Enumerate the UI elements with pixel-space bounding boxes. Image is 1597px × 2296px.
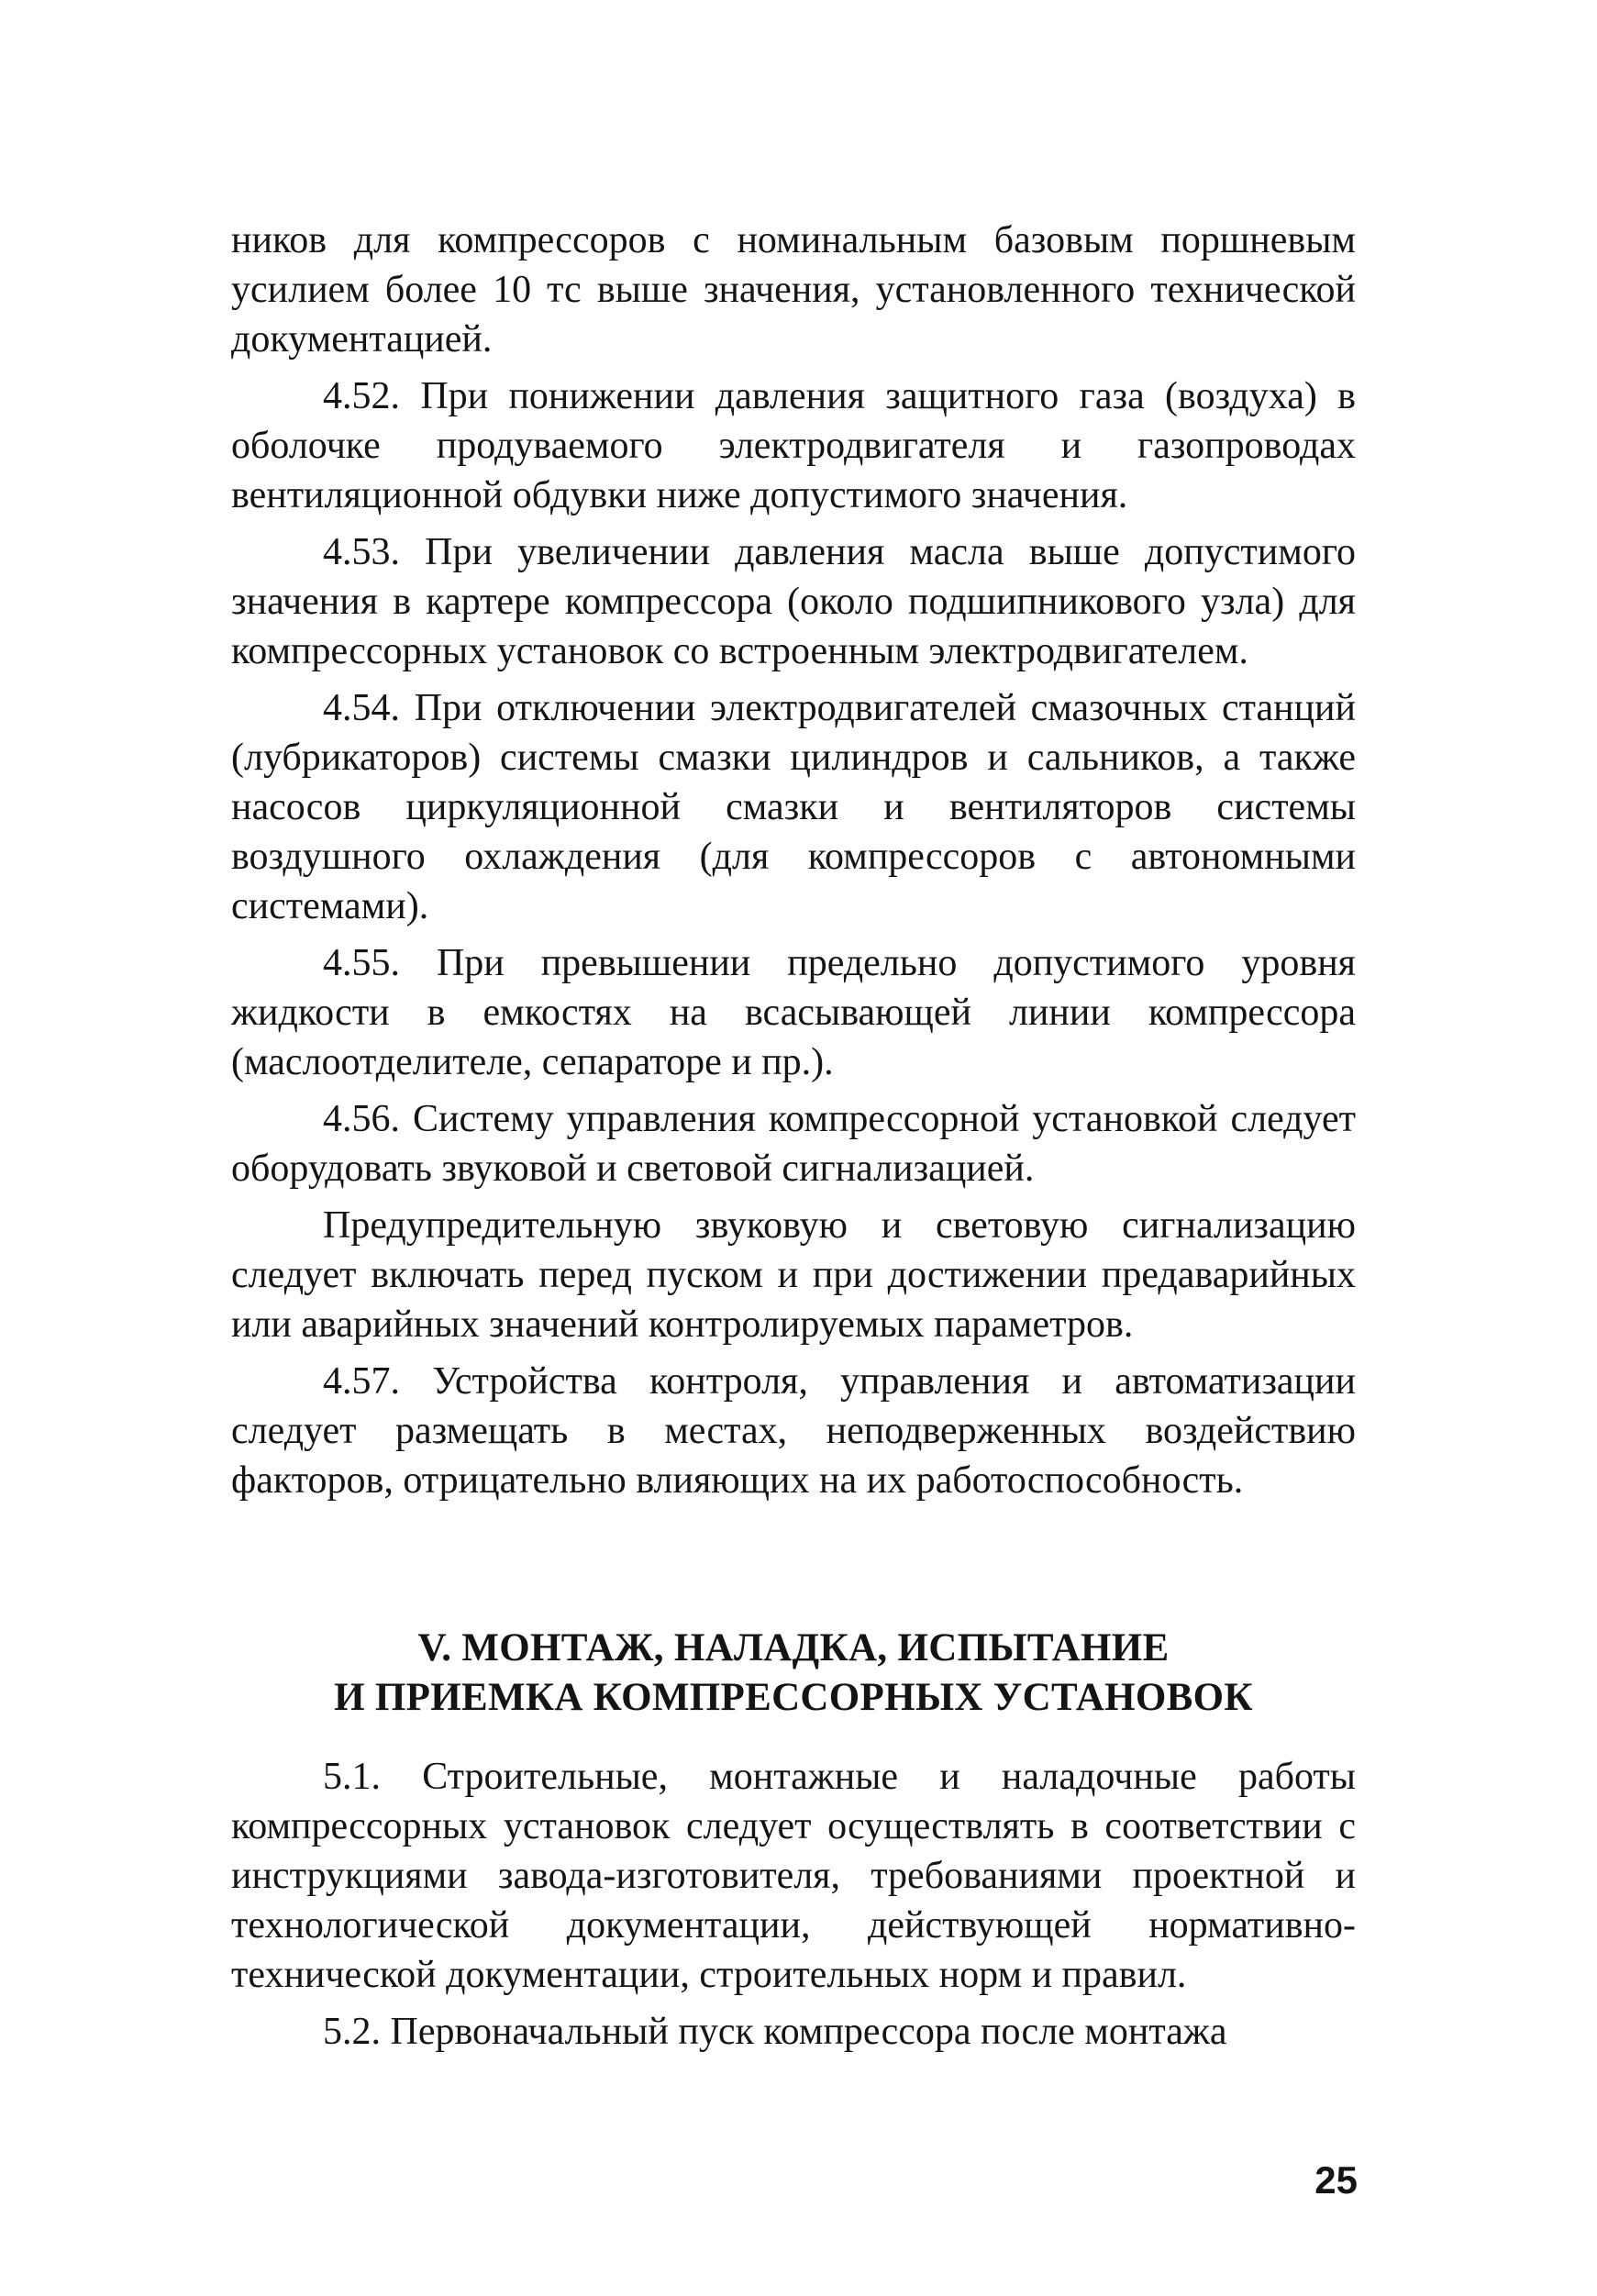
paragraph-4-51-continuation: ников для компрессоров с номинальным базовым поршневым усилием более 10 тс выше значения, установленного технической документацией. <box>231 219 1356 360</box>
section-5-text <box>231 1752 1356 2064</box>
paragraph-4-52: 4.52. При понижении давления защитного газа (воздуха) в оболочке продуваемого электродвигателя и газопроводах вентиляционной обдувки ниже допустимого значения. <box>231 375 1356 516</box>
paragraph-4-56: 4.56. Систему управления компрессорной установкой следует оборудовать звуковой и световой сигнализацией. <box>231 1098 1356 1190</box>
section-5-heading <box>231 1624 1356 1723</box>
paragraph-5-1: 5.1. Строительные, монтажные и наладочные работы компрессорных установок следует осуществлять в соответствии с инструкциями завода-изготовителя, требованиями проектной и технологической документации, действующей нормативно-технической документации, строительных норм и правил. <box>231 1756 1356 1996</box>
section-5-heading-line-2: И ПРИЕМКА КОМПРЕССОРНЫХ УСТАНОВОК <box>334 1676 1253 1719</box>
paragraph-4-54: 4.54. При отключении электродвигателей смазочных станций (лубрикаторов) системы смазки цилиндров и сальников, а также насосов циркуляционной смазки и вентиляторов системы воздушного охлаждения (для компрессоров с автономными системами). <box>231 687 1356 927</box>
paragraph-4-53: 4.53. При увеличении давления масла выше допустимого значения в картере компрессора (около подшипникового узла) для компрессорных установок со встроенным электродвигателем. <box>231 531 1356 672</box>
section-4-text <box>231 216 1356 1513</box>
paragraph-5-2: 5.2. Первоначальный пуск компрессора после монтажа <box>323 2011 1227 2053</box>
page-number: 25 <box>1314 2158 1358 2202</box>
paragraph-4-55: 4.55. При превышении предельно допустимого уровня жидкости в емкостях на всасывающей линии компрессора (маслоотделителе, сепараторе и пр.). <box>231 942 1356 1083</box>
paragraph-4-56-signaling: Предупредительную звуковую и световую сигнализацию следует включать перед пуском и при достижении предаварийных или аварийных значений контролируемых параметров. <box>231 1204 1356 1346</box>
section-5-heading-line-1: V. МОНТАЖ, НАЛАДКА, ИСПЫТАНИЕ <box>417 1626 1170 1669</box>
paragraph-4-57: 4.57. Устройства контроля, управления и автоматизации следует размещать в местах, неподверженных воздействию факторов, отрицательно влияющих на их работоспособность. <box>231 1360 1356 1502</box>
